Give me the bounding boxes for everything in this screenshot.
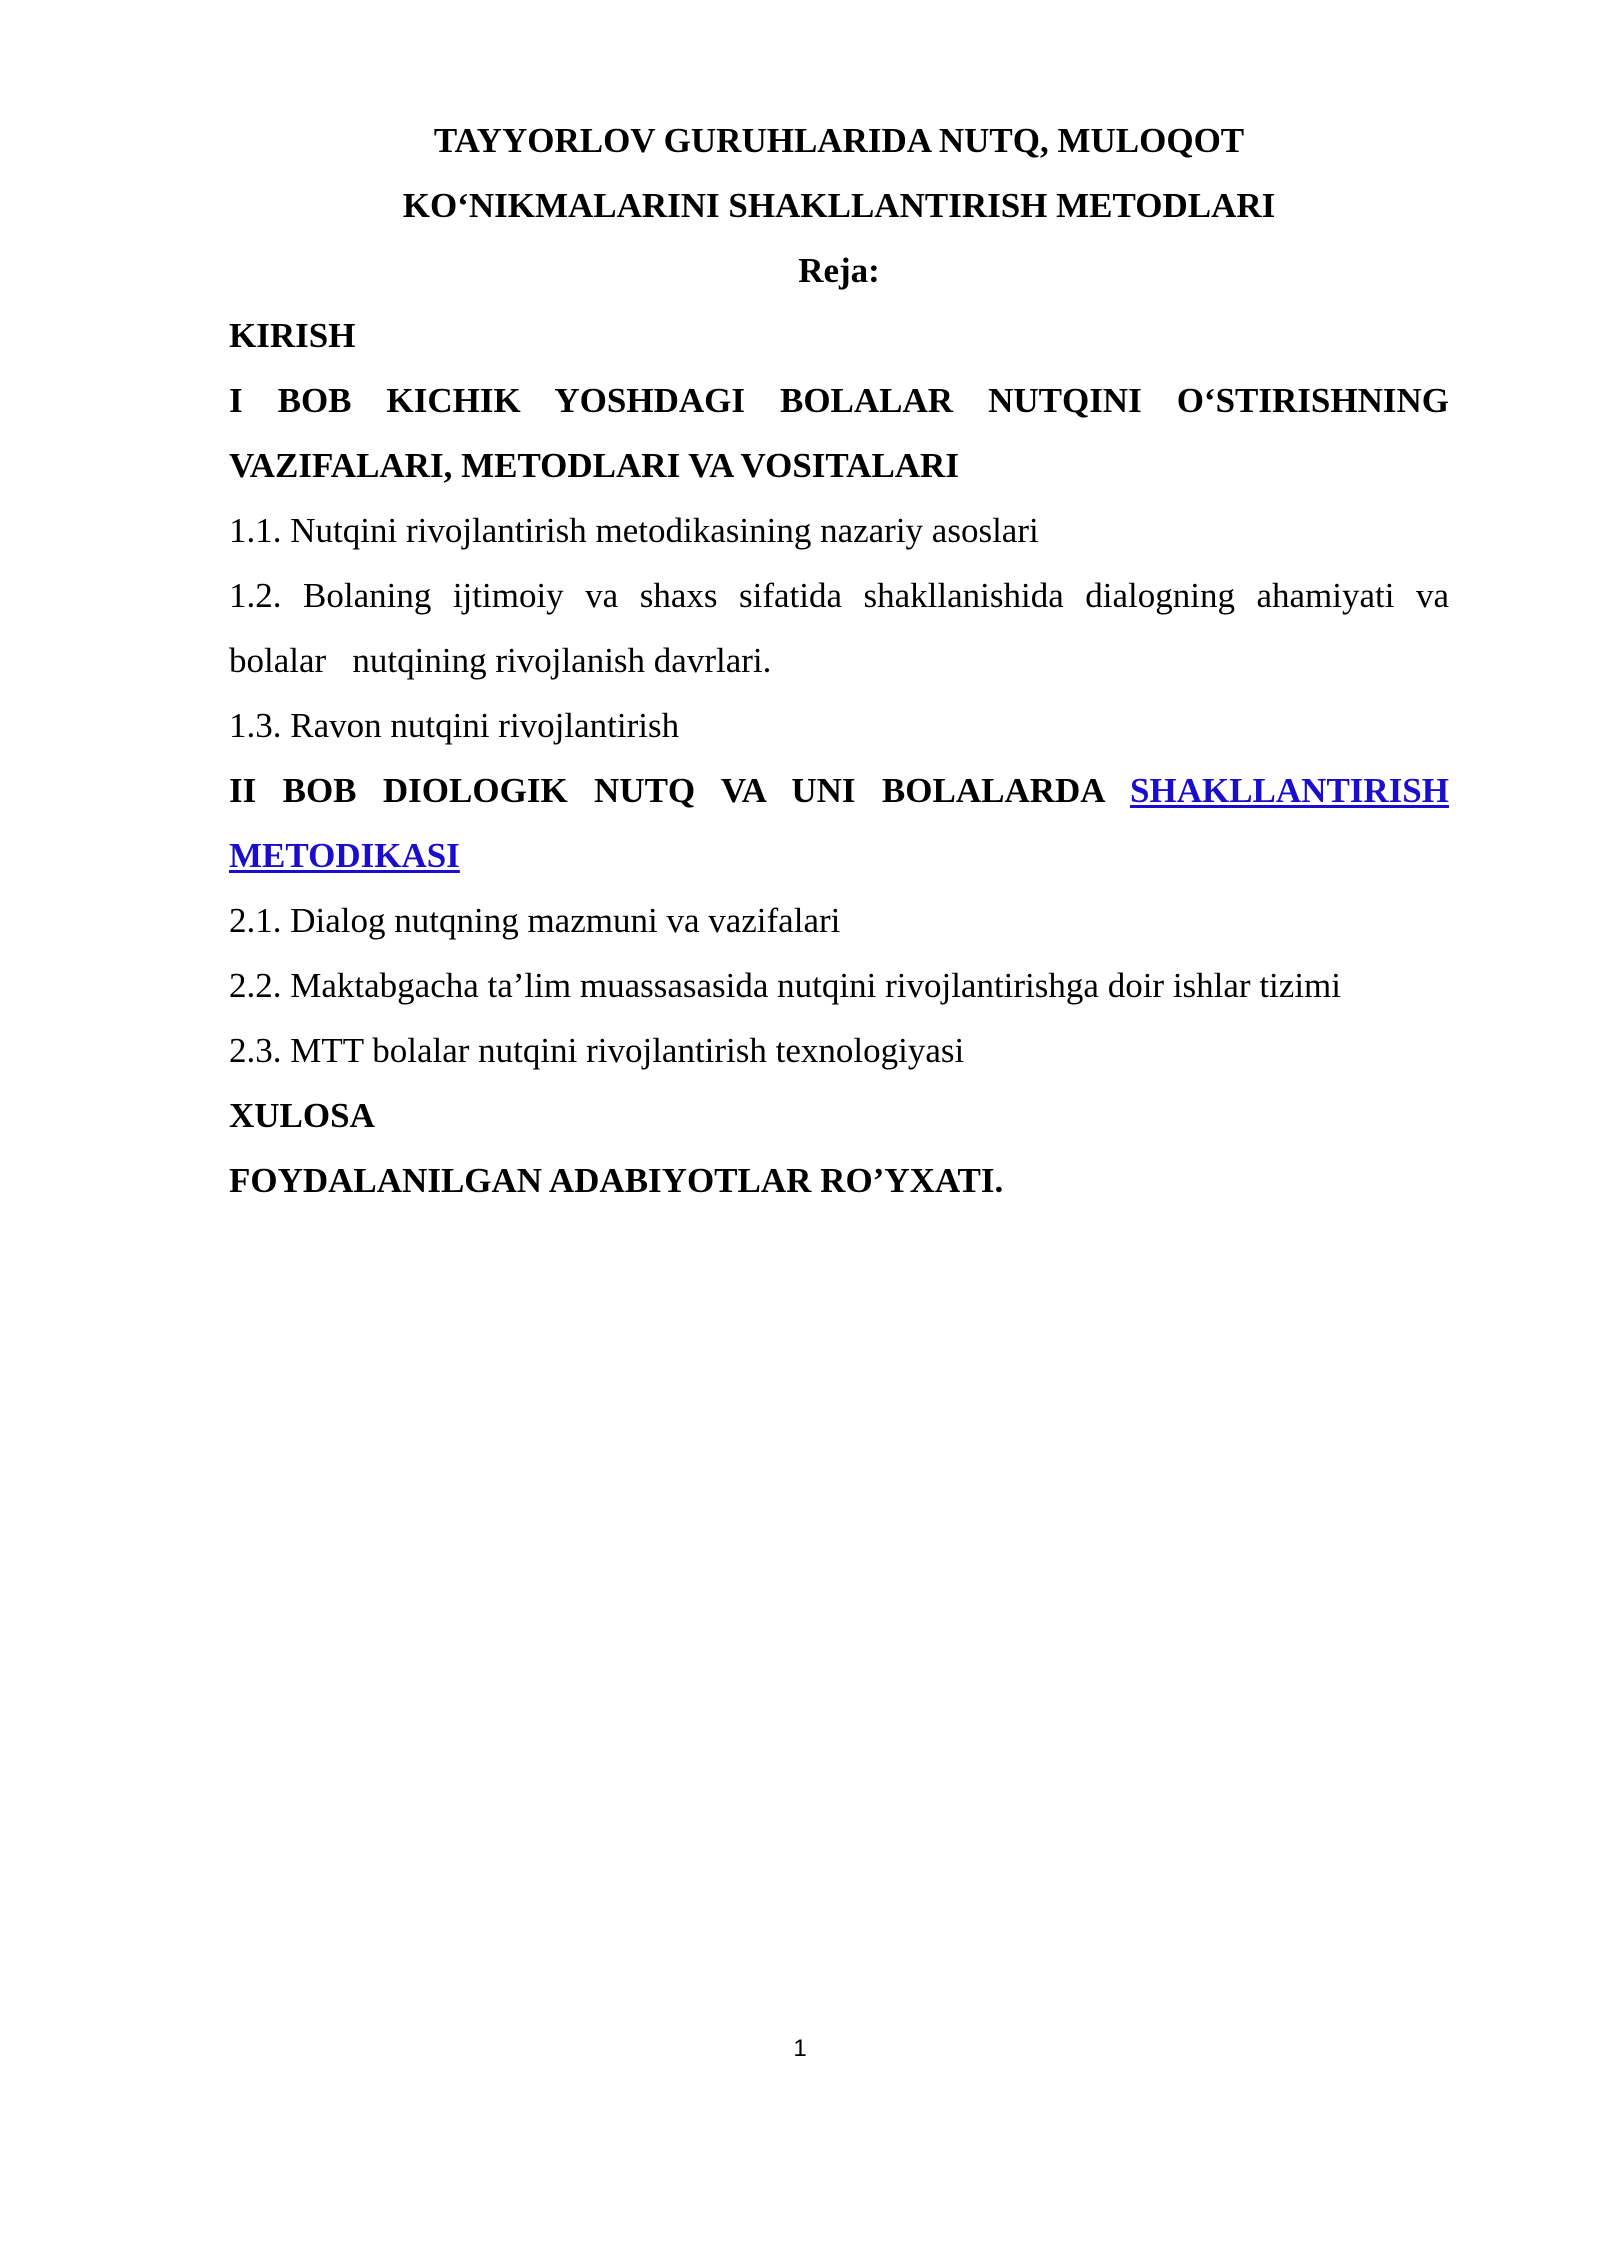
document-title-line-1: TAYYORLOV GURUHLARIDA NUTQ, MULOQOT <box>433 121 1245 160</box>
document-content <box>229 108 1449 1213</box>
toc-section-1-1: 1.1. Nutqini rivojlantirish metodikasining nazariy asoslari <box>229 511 1039 550</box>
toc-chapter-1-line-2: VAZIFALARI, METODLARI VA VOSITALARI <box>229 446 959 485</box>
toc-chapter-2-link-part-2[interactable]: METODIKASI <box>229 836 460 875</box>
toc-intro: KIRISH <box>229 316 356 355</box>
toc-section-2-3: 2.3. MTT bolalar nutqini rivojlantirish texnologiyasi <box>229 1031 965 1070</box>
toc-conclusion: XULOSA <box>229 1096 375 1135</box>
page-number: 1 <box>793 2035 807 2062</box>
toc-section-1-2-line-2: bolalar nutqining rivojlanish davrlari. <box>229 641 772 680</box>
toc-section-1-2-line-1: 1.2. Bolaning ijtimoiy va shaxs sifatida shakllanishida dialogning ahamiyati va <box>229 576 1449 615</box>
toc-chapter-2-text: II BOB DIOLOGIK NUTQ VA UNI BOLALARDA <box>229 771 1104 810</box>
plan-heading: Reja: <box>798 251 880 290</box>
toc-section-2-2: 2.2. Maktabgacha ta’lim muassasasida nutqini rivojlantirishga doir ishlar tizimi <box>229 966 1341 1005</box>
toc-chapter-2-line-2 <box>229 823 1449 888</box>
toc-chapter-1-line-1: I BOB KICHIK YOSHDAGI BOLALAR NUTQINI O‘STIRISHNING <box>229 381 1449 420</box>
toc-section-1-3: 1.3. Ravon nutqini rivojlantirish <box>229 706 680 745</box>
toc-references: FOYDALANILGAN ADABIYOTLAR RO’YXATI. <box>229 1161 1004 1200</box>
document-title-line-2: KO‘NIKMALARINI SHAKLLANTIRISH METODLARI <box>402 186 1276 225</box>
toc-section-2-1: 2.1. Dialog nutqning mazmuni va vazifalari <box>229 901 841 940</box>
toc-chapter-2-line-1 <box>229 758 1449 823</box>
toc-chapter-2-link-part-1[interactable]: SHAKLLANTIRISH <box>1130 771 1449 810</box>
